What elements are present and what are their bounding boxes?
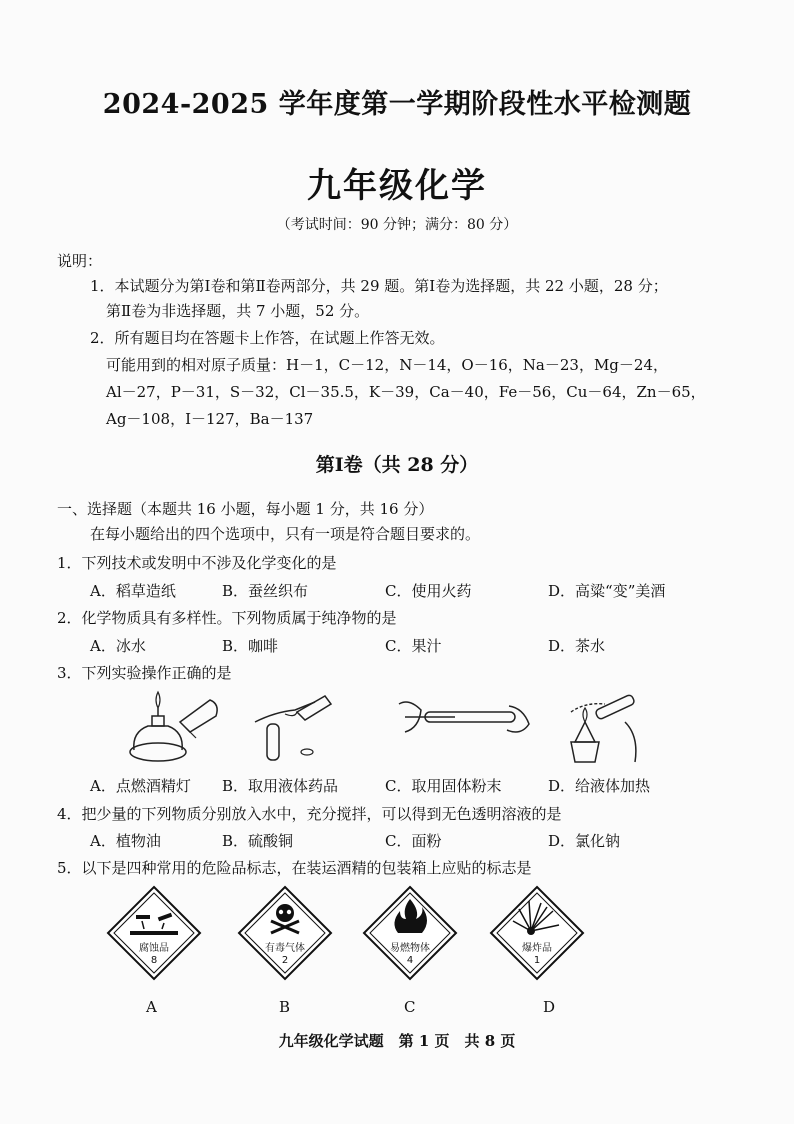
option-c: C．果汁 (385, 637, 442, 655)
option-c: C．面粉 (385, 832, 442, 850)
option-c: C (404, 998, 416, 1016)
option-b: B．硫酸铜 (222, 832, 294, 850)
option-a: A．植物油 (90, 832, 161, 850)
question-stem: 2．化学物质具有多样性。下列物质属于纯净物的是 (57, 609, 397, 627)
liquid-heating-illustration (565, 682, 655, 772)
hazard-sign-toxic-gas (237, 885, 333, 981)
note-line: Ag－108，I－127，Ba－137 (106, 410, 314, 428)
option-a: A．点燃酒精灯 (90, 777, 191, 795)
option-d: D．给液体加热 (548, 777, 651, 795)
hazard-number: 2 (281, 955, 289, 966)
section-title: 第Ⅰ卷（共 28 分） (315, 454, 479, 476)
flame-icon (362, 885, 458, 981)
option-a: A (146, 998, 157, 1016)
option-b: B (279, 998, 291, 1016)
hazard-number: 1 (533, 955, 541, 966)
corrosive-icon (106, 885, 202, 981)
hazard-sign-flammable (362, 885, 458, 981)
question-stem: 1．下列技术或发明中不涉及化学变化的是 (57, 554, 337, 572)
note-line: 2．所有题目均在答题卡上作答，在试题上作答无效。 (90, 329, 445, 347)
question-stem: 4．把少量的下列物质分别放入水中，充分搅拌，可以得到无色透明溶液的是 (57, 805, 562, 823)
hazard-sign-corrosive (106, 885, 202, 981)
option-d: D (543, 998, 556, 1016)
explosion-icon (489, 885, 585, 981)
option-c: C．使用火药 (385, 582, 472, 600)
question-stem: 3．下列实验操作正确的是 (57, 664, 232, 682)
note-line: 第Ⅱ卷为非选择题，共 7 小题，52 分。 (106, 302, 370, 320)
option-b: B．咖啡 (222, 637, 279, 655)
subject-title: 九年级化学 (307, 166, 487, 206)
question-stem: 5．以下是四种常用的危险品标志，在装运酒精的包装箱上应贴的标志是 (57, 859, 532, 877)
liquid-dropper-illustration (245, 682, 345, 772)
hazard-number: 4 (406, 955, 414, 966)
note-line: 可能用到的相对原子质量：H－1，C－12，N－14，O－16，Na－23，Mg－24， (106, 356, 668, 374)
option-d: D．氯化钠 (548, 832, 621, 850)
hazard-label: 爆炸品 (522, 943, 552, 954)
option-d: D．茶水 (548, 637, 606, 655)
hazard-label: 易燃物体 (390, 943, 430, 954)
solid-powder-illustration (395, 690, 535, 750)
option-b: B．蚕丝织布 (222, 582, 309, 600)
exam-title: 2024-2025 学年度第一学期阶段性水平检测题 (102, 89, 692, 120)
note-line: 1．本试题分为第Ⅰ卷和第Ⅱ卷两部分，共 29 题。第Ⅰ卷为选择题，共 22 小题，28 分； (90, 277, 668, 295)
option-d: D．高粱“变”美酒 (548, 582, 666, 600)
part-heading: 一、选择题（本题共 16 小题，每小题 1 分，共 16 分） (57, 500, 434, 518)
skull-crossbones-icon (237, 885, 333, 981)
hazard-number: 8 (150, 955, 158, 966)
option-a: A．稻草造纸 (90, 582, 176, 600)
part-instruction: 在每小题给出的四个选项中，只有一项是符合题目要求的。 (90, 525, 481, 543)
option-c: C．取用固体粉末 (385, 777, 502, 795)
hazard-sign-explosive (489, 885, 585, 981)
hazard-label: 有毒气体 (265, 943, 305, 954)
alcohol-lamp-illustration (120, 682, 230, 772)
notes-label: 说明： (57, 252, 103, 270)
option-a: A．冰水 (90, 637, 146, 655)
hazard-label: 腐蚀品 (139, 943, 169, 954)
note-line: Al－27，P－31，S－32，Cl－35.5，K－39，Ca－40，Fe－56，Cu－64，Zn－65， (106, 383, 706, 401)
exam-info: （考试时间：90 分钟；满分：80 分） (276, 217, 518, 233)
page-footer: 九年级化学试题 第 1 页 共 8 页 (278, 1032, 516, 1050)
option-b: B．取用液体药品 (222, 777, 339, 795)
